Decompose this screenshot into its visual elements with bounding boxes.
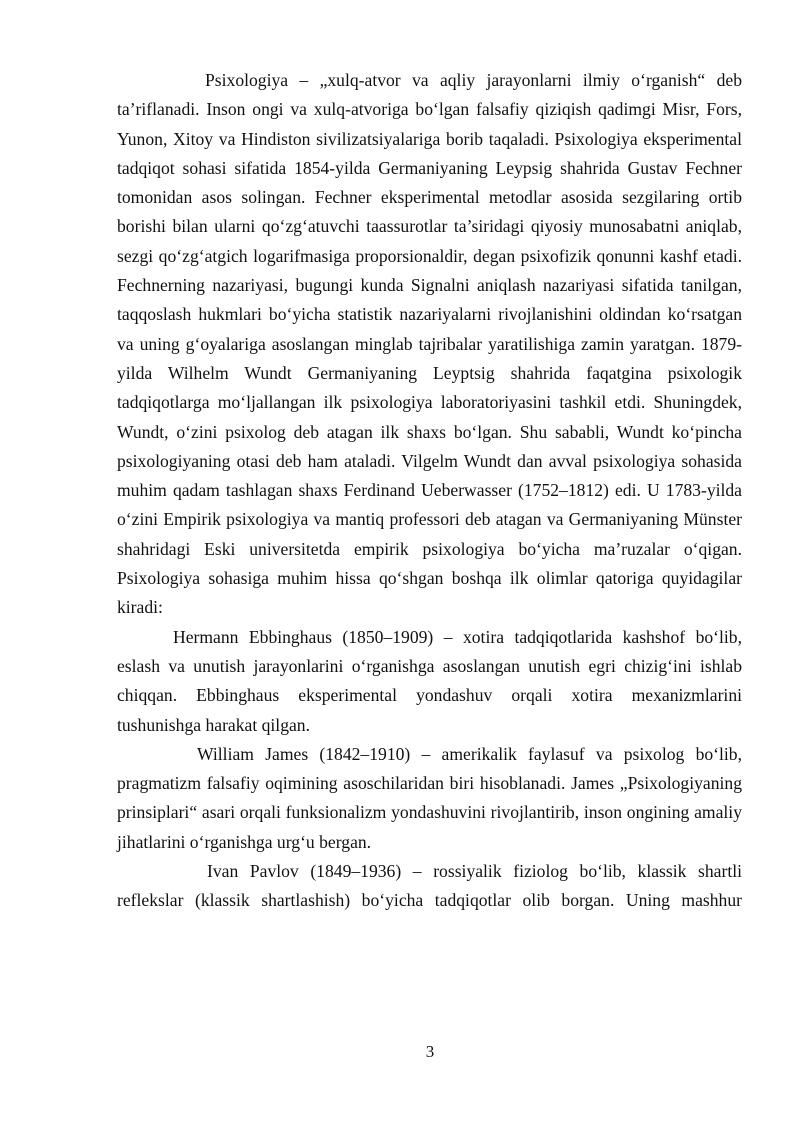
- paragraph-psychology-definition: Psixologiya – „xulq-atvor va aqliy jarayonlarni ilmiy o‘rganish“ deb ta’riflanadi. Inson ongi va xulq-atvoriga bo‘lgan falsafiy qiziqish qadimgi Misr, Fors, Yunon, Xitoy va Hindiston sivilizatsiyalariga borib taqaladi. Psixologiya eksperimental tadqiqot sohasi sifatida 1854-yilda Germaniyaning Leypsig shahrida Gustav Fechner tomonidan asos solingan. Fechner eksperimental metodlar asosida sezgilaring ortib borishi bilan ularni qo‘zg‘atuvchi taassurotlar ta’siridagi qiyosiy munosabatni aniqlab, sezgi qo‘zg‘atgich logarifmasiga proporsionaldir, degan psixofizik qonunni kashf etadi. Fechnerning nazariyasi, bugungi kunda Signalni aniqlash nazariyasi sifatida tanilgan, taqqoslash hukmlari bo‘yicha statistik nazariyalarni rivojlanishini oldindan ko‘rsatgan va uning g‘oyalariga asoslangan minglab tajribalar yaratilishiga zamin yaratgan. 1879-yilda Wilhelm Wundt Germaniyaning Leyptsig shahrida faqatgina psixologik tadqiqotlarga mo‘ljallangan ilk psixologiya laboratoriyasini tashkil etdi. Shuningdek, Wundt, o‘zini psixolog deb atagan ilk shaxs bo‘lgan. Shu sababli, Wundt ko‘pincha psixologiyaning otasi deb ham ataladi. Vilgelm Wundt dan avval psixologiya sohasida muhim qadam tashlagan shaxs Ferdinand Ueberwasser (1752–1812) edi. U 1783-yilda o‘zini Empirik psixologiya va mantiq professori deb atagan va Germaniyaning Münster shahridagi Eski universitetda empirik psixologiya bo‘yicha ma’ruzalar o‘qigan. Psixologiya sohasiga muhim hissa qo‘shgan boshqa ilk olimlar qatoriga quyidagilar kiradi:: [117, 70, 742, 618]
- page-number: 3: [425, 1042, 435, 1061]
- paragraph-ivan-pavlov: Ivan Pavlov (1849–1936) – rossiyalik fiziolog bo‘lib, klassik shartli reflekslar (klassik shartlashish) bo‘yicha tadqiqotlar olib borgan. Uning mashhur: [117, 861, 742, 911]
- paragraph-william-james: William James (1842–1910) – amerikalik faylasuf va psixolog bo‘lib, pragmatizm falsafiy oqimining asoschilaridan biri hisoblanadi. James „Psixologiyaning prinsiplari“ asari orqali funksionalizm yondashuvini rivojlantirib, inson ongining amaliy jihatlarini o‘rganishga urg‘u bergan.: [117, 743, 742, 852]
- document-page: [117, 66, 742, 916]
- paragraph-ebbinghaus: Hermann Ebbinghaus (1850–1909) – xotira tadqiqotlarida kashshof bo‘lib, eslash va unutish jarayonlarini o‘rganishga asoslangan unutish egri chizig‘ini ishlab chiqqan. Ebbinghaus eksperimental yondashuv orqali xotira mexanizmlarini tushunishga harakat qilgan.: [117, 626, 742, 735]
